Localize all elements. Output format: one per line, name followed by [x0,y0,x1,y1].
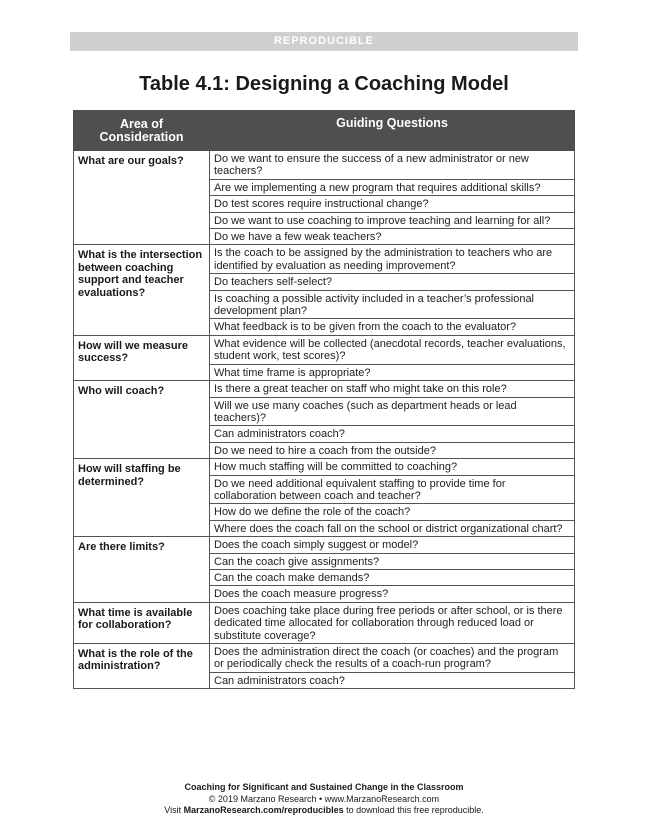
question-cell: Is there a great teacher on staff who might take on this role? [210,381,575,397]
coaching-model-table [73,110,575,689]
page-title: Table 4.1: Designing a Coaching Model [139,73,509,95]
question-cell: Can administrators coach? [210,426,575,442]
area-cell: What time is available for collaboration? [74,602,210,643]
question-cell: What time frame is appropriate? [210,364,575,380]
table-header-row [74,111,575,151]
question-cell: Does the coach measure progress? [210,586,575,602]
footer-visit-suffix: to download this free reproducible. [343,805,484,815]
table-row [74,381,575,397]
area-cell: What are our goals? [74,151,210,245]
question-cell: Do test scores require instructional change? [210,196,575,212]
table-row [74,245,575,274]
question-cell: Do we need to hire a coach from the outside? [210,442,575,458]
table-row [74,644,575,673]
footer-visit-prefix: Visit [164,805,184,815]
question-cell: Do we need additional equivalent staffing to provide time for collaboration between coach and teacher? [210,475,575,504]
table-row [74,537,575,553]
table-row [74,459,575,475]
footer-visit-line [0,805,648,817]
header-area: Area of Consideration [74,111,210,151]
area-cell: Are there limits? [74,537,210,603]
reproducible-banner: REPRODUCIBLE [70,32,578,51]
question-cell: Is coaching a possible activity included in a teacher’s professional development plan? [210,290,575,319]
question-cell: Can administrators coach? [210,672,575,688]
question-cell: Can the coach make demands? [210,569,575,585]
question-cell: Is the coach to be assigned by the administration to teachers who are identified by evaluation as needing improvement? [210,245,575,274]
question-cell: Does the administration direct the coach (or coaches) and the program or periodically check the results of a coach-run program? [210,644,575,673]
footer-book-title: Coaching for Significant and Sustained Change in the Classroom [184,782,464,792]
question-cell: How much staffing will be committed to coaching? [210,459,575,475]
question-cell: Does the coach simply suggest or model? [210,537,575,553]
question-cell: Does coaching take place during free periods or after school, or is there dedicated time allocated for collaboration through reduced load or substitute coverage? [210,602,575,643]
table-row [74,335,575,364]
reproducibles-link[interactable]: MarzanoResearch.com/reproducibles [183,805,344,815]
header-questions: Guiding Questions [210,111,575,151]
question-cell: How do we define the role of the coach? [210,504,575,520]
table-row [74,151,575,180]
footer-copyright: © 2019 Marzano Research • www.MarzanoResearch.com [208,793,440,804]
question-cell: Do we want to use coaching to improve teaching and learning for all? [210,212,575,228]
question-cell: Will we use many coaches (such as department heads or lead teachers)? [210,397,575,426]
question-cell: Do teachers self-select? [210,274,575,290]
table-row [74,602,575,643]
question-cell: Are we implementing a new program that requires additional skills? [210,179,575,195]
page-footer [0,782,648,817]
question-cell: Do we have a few weak teachers? [210,229,575,245]
area-cell: What is the role of the administration? [74,644,210,689]
question-cell: Where does the coach fall on the school or district organizational chart? [210,520,575,536]
area-cell: How will staffing be determined? [74,459,210,537]
question-cell: What feedback is to be given from the coach to the evaluator? [210,319,575,335]
area-cell: What is the intersection between coaching support and teacher evaluations? [74,245,210,335]
question-cell: Do we want to ensure the success of a new administrator or new teachers? [210,151,575,180]
question-cell: Can the coach give assignments? [210,553,575,569]
area-cell: Who will coach? [74,381,210,459]
question-cell: What evidence will be collected (anecdotal records, teacher evaluations, student work, test scores)? [210,335,575,364]
area-cell: How will we measure success? [74,335,210,380]
